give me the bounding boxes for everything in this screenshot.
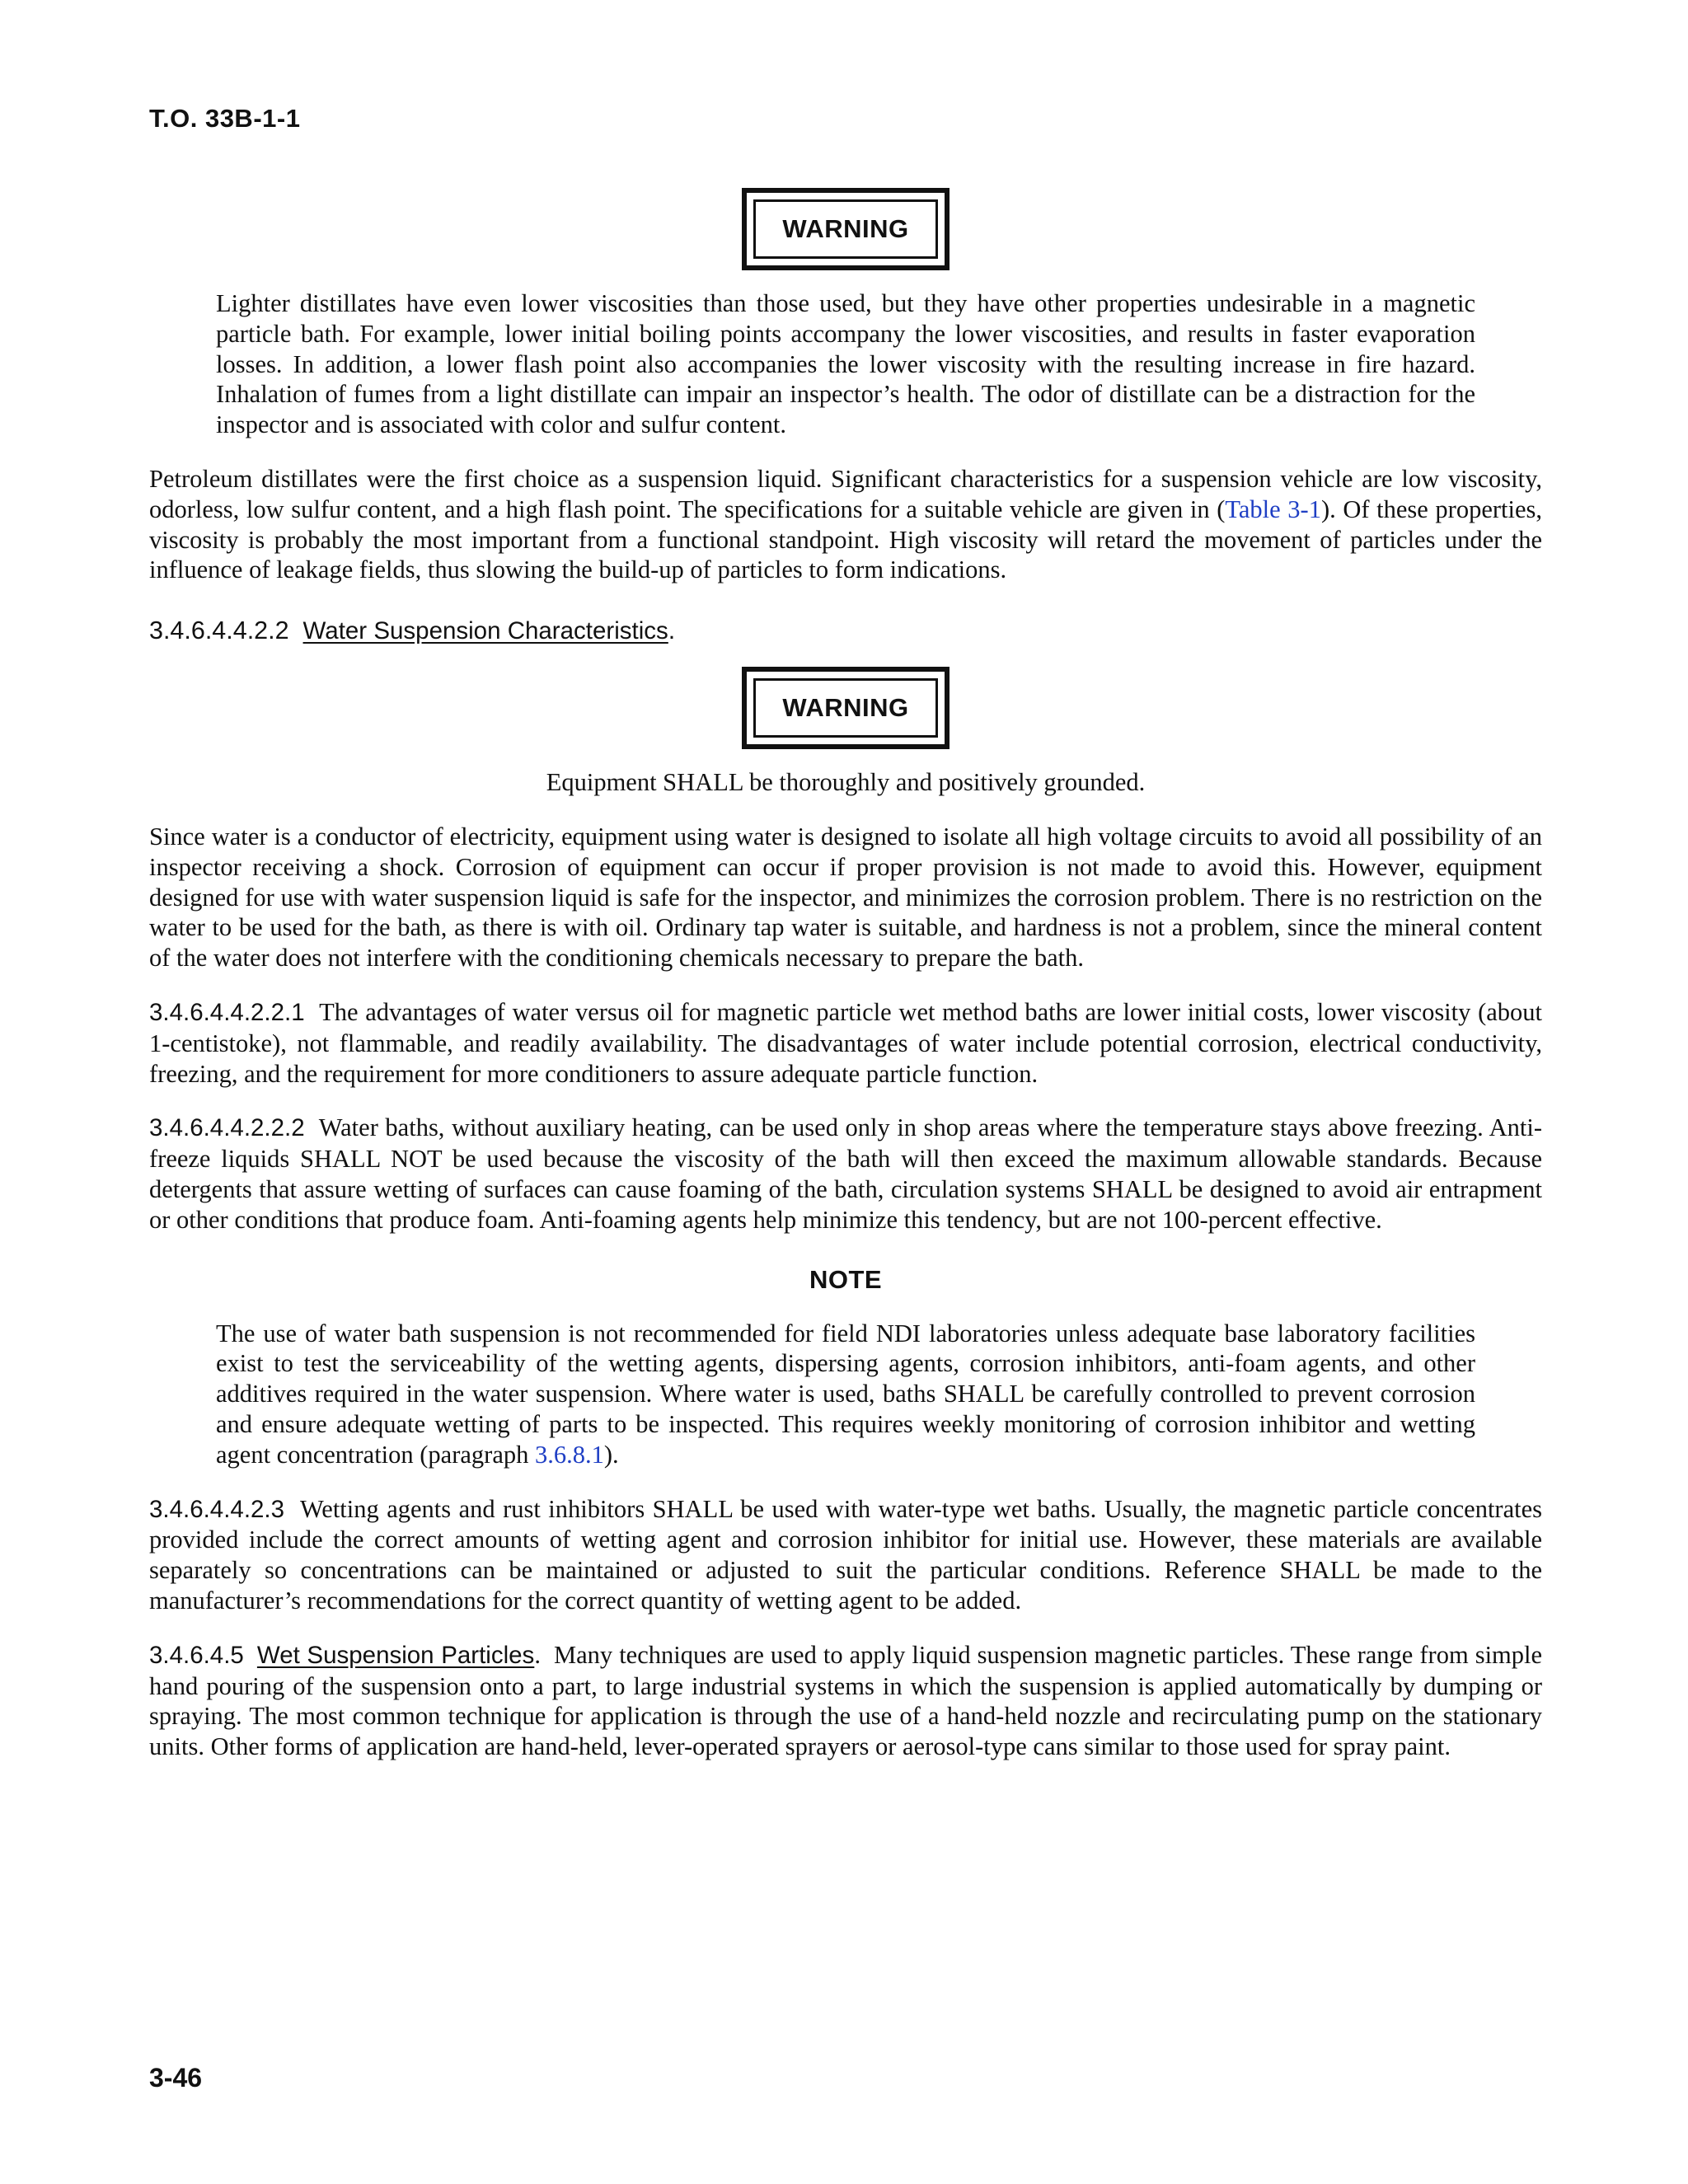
- doc-id-header: T.O. 33B-1-1: [149, 104, 301, 133]
- table-3-1-link[interactable]: Table 3-1: [1225, 494, 1321, 523]
- paragraph-text: Many techniques are used to apply liquid suspension magnetic particles. These range from simple hand pouring of the suspension onto a part, to large industrial systems in which the suspension is applied automatically by dumping or spraying. The most common technique for application is through the use of a hand-held nozzle and recirculating pump on the stationary units. Other forms of application are hand-held, lever-operated sprayers or aerosol-type cans similar to those used for spray paint.: [149, 1640, 1543, 1761]
- paragraph-2221: [149, 997, 1542, 1089]
- paragraph-text: Water baths, without auxiliary heating, can be used only in shop areas where the temperature stays above freezing. Anti-freeze liquids SHALL NOT be used because the viscosity of the bath will then exceed the maximum allowable standards. Because detergents that assure wetting of surfaces can cause foaming of the bath, circulation systems SHALL be designed to avoid air entrapment or other conditions that produce foam. Anti-foaming agents help minimize this tendency, but are not 100-percent effective.: [149, 1113, 1543, 1234]
- warning-box: [742, 667, 950, 749]
- paragraph-number: 3.4.6.4.5: [149, 1641, 244, 1669]
- water-paragraph: Since water is a conductor of electricity, equipment using water is designed to isolate all high voltage circuits to avoid all possibility of an inspector receiving a shock. Corrosion of equipment can occur if proper provision is not made to avoid this. However, equipment designed for use with water suspension liquid is safe for the inspector, and minimizes the corrosion problem. There is no restriction on the water to be used for the bath, as there is with oil. Ordinary tap water is suitable, and hardness is not a problem, since the mineral content of the water does not interfere with the conditioning chemicals necessary to prepare the bath.: [149, 822, 1542, 972]
- note-paragraph: [216, 1319, 1475, 1470]
- warning-label: WARNING: [753, 678, 938, 738]
- paragraph-2222: [149, 1113, 1542, 1235]
- note-text-after: ).: [603, 1440, 619, 1469]
- section-period: .: [668, 616, 676, 645]
- paragraph-title-period: .: [534, 1640, 541, 1669]
- paragraph-3-6-8-1-link[interactable]: 3.6.8.1: [534, 1440, 604, 1469]
- warning-text: Lighter distillates have even lower viscosities than those used, but they have other properties undesirable in a magnetic particle bath. For example, lower initial boiling points accompany the lower viscosities, and results in faster evaporation losses. In addition, a lower flash point also accompanies the lower viscosity with the resulting increase in fire hazard. Inhalation of fumes from a light distillate can impair an inspector’s health. The odor of distillate can be a distraction for the inspector and is associated with color and sulfur content.: [216, 289, 1475, 439]
- note-text-before: The use of water bath suspension is not recommended for field NDI laboratories unless adequate base laboratory facilities exist to test the serviceability of the wetting agents, dispersing agents, corrosion inhibitors, anti-foam agents, and other additives required in the water suspension. Where water is used, baths SHALL be carefully controlled to prevent corrosion and ensure adequate wetting of parts to be inspected. This requires weekly monitoring of corrosion inhibitor and wetting agent concentration (paragraph: [216, 1319, 1475, 1469]
- warning-box: [742, 188, 950, 270]
- paragraph-2223: [149, 1494, 1542, 1616]
- petroleum-text-before: Petroleum distillates were the first choice as a suspension liquid. Significant characteristics for a suspension vehicle are low viscosity, odorless, low sulfur content, and a high flash point. The specifications for a suitable vehicle are given in (: [149, 464, 1542, 523]
- page-content: [149, 188, 1542, 1762]
- section-title: Water Suspension Characteristics: [302, 617, 668, 645]
- note-label: NOTE: [809, 1264, 883, 1294]
- paragraph-number: 3.4.6.4.4.2.3: [149, 1495, 285, 1523]
- warning-label: WARNING: [753, 199, 938, 259]
- warning-text: Equipment SHALL be thoroughly and positively grounded.: [546, 768, 1146, 797]
- section-heading-water: [149, 616, 1542, 645]
- paragraph-number: 3.4.6.4.4.2.2.1: [149, 998, 305, 1026]
- paragraph-title: Wet Suspension Particles: [256, 1641, 535, 1669]
- paragraph-number: 3.4.6.4.4.2.2.2: [149, 1114, 305, 1142]
- petroleum-text-after: ). Of these properties, viscosity is probably the most important from a functional standpoint. High viscosity will retard the movement of particles under the influence of leakage fields, thus slowing the build-up of particles to form indications.: [149, 494, 1543, 584]
- section-number: 3.4.6.4.4.2.2: [149, 616, 289, 645]
- paragraph-text: The advantages of water versus oil for magnetic particle wet method baths are lower initial costs, lower viscosity (about 1-centistoke), not flammable, and readily availability. The disadvantages of water include potential corrosion, electrical conductivity, freezing, and the requirement for more conditioners to assure adequate particle function.: [149, 997, 1543, 1088]
- paragraph-text: Wetting agents and rust inhibitors SHALL be used with water-type wet baths. Usually, the magnetic particle concentrates provided include the correct amounts of wetting agent and corrosion inhibitor for initial use. However, these materials are available separately so concentrations can be maintained or adjusted to suit the particular conditions. Reference SHALL be made to the manufacturer’s recommendations for the correct quantity of wetting agent to be added.: [149, 1494, 1543, 1615]
- petroleum-paragraph: [149, 464, 1542, 585]
- paragraph-245: [149, 1640, 1542, 1762]
- page-number-footer: 3-46: [149, 2063, 203, 2093]
